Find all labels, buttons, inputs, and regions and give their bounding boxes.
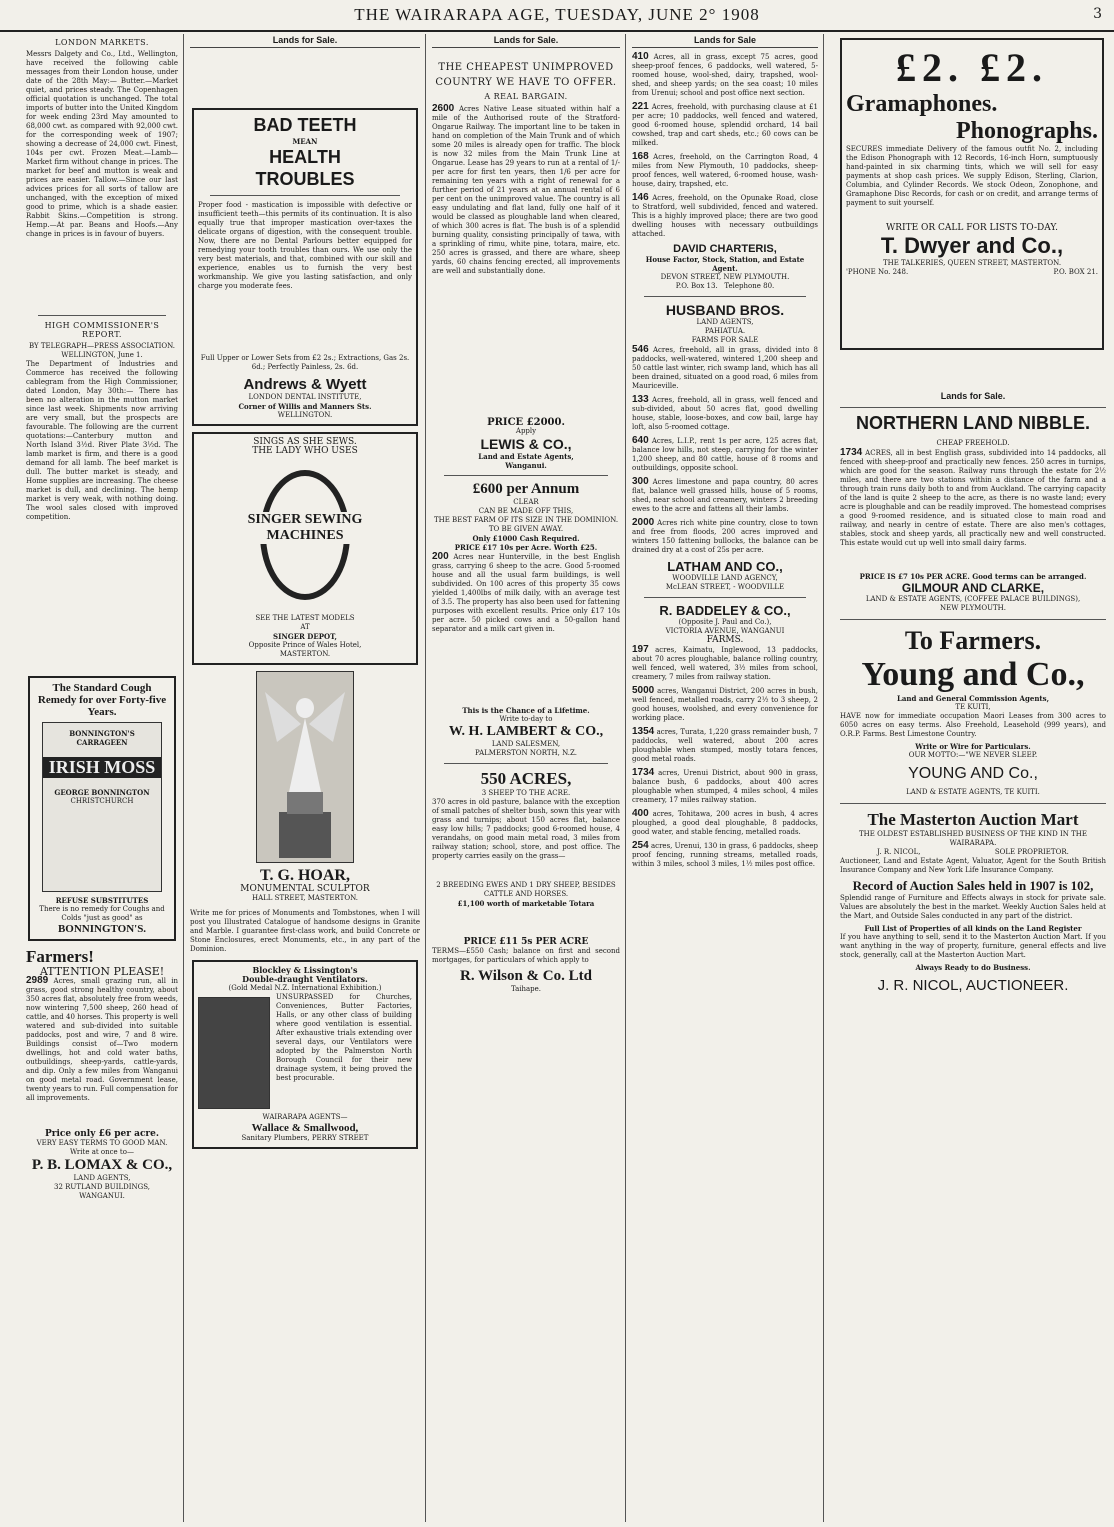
listing-number: 254 [632, 840, 649, 851]
record-line: Record of Auction Sales held in 1907 is 102, [852, 878, 1094, 893]
column-news [22, 34, 182, 1522]
listing-text: Acres, freehold, on the Opunake Road, close to Stratford, well subdivided, fenced and watered. This is a highly improved place; there are two good dwelling houses with necessary outbuildings attached. [632, 194, 818, 238]
article-heading: HIGH COMMISSIONER'S REPORT. [44, 321, 160, 339]
column-rule [425, 34, 426, 1522]
ad-heading: HEALTH [269, 147, 341, 167]
ad-body: HAVE now for immediate occupation Maori Leases from 300 acres to 6050 acres on easy terms. Also Freehold, Leasehold (999 years), and O.R.P. Farms. Best Limestone Country. [840, 712, 1106, 738]
listing-number: 640 [632, 435, 649, 446]
listing-text: Acres rich white pine country, close to town and free from floods, 200 acres improved and winters 150 fattening bullocks, the balance can be drained dry at a cost of 25s per acre. [632, 519, 818, 554]
ad-heading: SINGS AS SHE SEWS. [253, 437, 357, 447]
agent-title: WOODVILLE LAND AGENCY, [672, 574, 778, 582]
masthead [0, 0, 1114, 32]
listing-number: 1734 [632, 767, 655, 778]
agent-name: R. BADDELEY & CO., [659, 603, 791, 618]
price-line: Price only £6 per acre. [44, 1129, 160, 1139]
listing-number: 1354 [632, 726, 655, 737]
firm-name: T. Dwyer and Co., [880, 233, 1064, 258]
listing-subheading: CAN BE MADE OFF THIS, [478, 507, 574, 515]
firm-title: Land and General Commission Agents, [896, 694, 1050, 703]
listing [632, 345, 818, 391]
listing-text: Acres, small grazing run, all in grass, good strong healthy country, about 350 acres flat, absolutely free from weeds, now wintering 7,500 sheep, 260 head of cattle, and 40 horses. This property is well watered and sub-divided into suitable paddocks, post and wire, 7 and 8 wire. Buildings consist of—Two modern dwellings, hot and cold water baths, outbuildings, sheep-yards, cattle-yards, and dip. Only a few miles from Wanganui on good metal road. Government lease, twenty years to run. Full compensation for all improvements. [26, 977, 178, 1102]
listing-subheading: Only £1000 Cash Required. [472, 534, 580, 543]
listing [840, 448, 1106, 568]
listing [632, 686, 818, 723]
byline: BY TELEGRAPH—PRESS ASSOCIATION. [28, 342, 176, 350]
price-line: PRICE £17 10s per Acre. Worth £25. [454, 543, 598, 552]
ad-call-to-action: Write or Wire for Particulars. [915, 742, 1031, 751]
agent-town: WANGANUI. [79, 1192, 125, 1200]
firm-title: LAND & ESTATE AGENTS, TE KUITI. [906, 788, 1040, 796]
listing-text: acres, Urenui District, about 900 in grass, balance bush, 6 paddocks, about 400 acres ploughable when stumped, 4 miles school, 4 miles creamery, 17 miles railway station. [632, 769, 818, 804]
section-heading: Lands for Sale. [940, 391, 1006, 401]
listing-number: 1734 [840, 448, 863, 458]
listing-heading: COUNTRY WE HAVE TO OFFER. [435, 77, 617, 88]
firm-name: YOUNG AND Co., [908, 765, 1038, 782]
write-line: Write to-day to [499, 715, 553, 723]
ready-line: Always Ready to do Business. [915, 963, 1031, 972]
listing-number: 2600 [432, 104, 455, 114]
listing-number: 410 [632, 51, 649, 62]
firm-address: Corner of Willis and Manners Sts. [238, 402, 372, 411]
ventilator-ad [192, 960, 418, 1149]
agent-name: LEWIS & CO., [480, 436, 572, 452]
ad-heading: Phonographs. [955, 118, 1098, 144]
agent-address: VICTORIA AVENUE, WANGANUI [665, 627, 785, 635]
agent-name: GILMOUR AND CLARKE, [901, 581, 1045, 595]
ad-subheading: THE OLDEST ESTABLISHED BUSINESS OF THE KIND IN THE WAIRARAPA. [859, 830, 1087, 847]
firm-town: TE KUITI, [955, 703, 991, 711]
angel-statue-illustration [256, 671, 354, 863]
listing-number: 546 [632, 344, 649, 355]
listing [632, 436, 818, 473]
ad-body: If you have anything to sell, send it to the Masterton Auction Mart. If you want anything in the way of property, furniture, general effects and live stock, generally, call at the Masterton Auction Mart. [840, 933, 1106, 959]
listing-text: Acres, L.I.P., rent 1s per acre, 125 acres flat, balance low hills, not steep, carrying for the winter 1,200 sheep, and 80 cattle, house of 8 rooms and outbuildings, opposite school. [632, 437, 818, 472]
depot-address: Opposite Prince of Wales Hotel, [248, 641, 362, 649]
right-area [826, 34, 1110, 1522]
listing-subheading: THE BEST FARM OF ITS SIZE IN THE DOMINION. [433, 516, 619, 524]
firm-town: WELLINGTON. [277, 411, 333, 419]
firm-name: Young and Co., [861, 656, 1085, 693]
listing-text: Acres, freehold, all in grass, divided into 8 paddocks, well-watered, wintered 1,200 sheep and 50 cattle last winter, rich swamp land, which has all been drained, situated on a good road, 6 miles from Mauriceville. [632, 346, 818, 390]
depot-name: SINGER DEPOT, [273, 632, 337, 641]
listing-group [632, 645, 818, 869]
firm-box: P.O. BOX 21. [1053, 268, 1098, 276]
proprietor [840, 848, 1106, 857]
agents-label: WAIRARAPA AGENTS— [262, 1113, 348, 1121]
ad-heading: THE LADY WHO USES [252, 446, 358, 456]
monument-ad [190, 671, 420, 954]
dateline: WELLINGTON, June 1. [61, 351, 143, 359]
maker-city: CHRISTCHURCH [70, 797, 134, 805]
listing-text: acres, Urenui, 130 in grass, 6 paddocks, sheep proof fencing, running streams, metalled roads, within 3 miles, school 3 miles, 1½ miles post office. [632, 842, 818, 868]
ad-price: £2. £2. [896, 45, 1048, 90]
advertiser-trade: MONUMENTAL SCULPTOR [240, 884, 370, 894]
agent-title: LAND SALESMEN, [491, 740, 561, 748]
listing [632, 645, 818, 682]
ad-subheading: (Gold Medal N.Z. International Exhibition.) [228, 984, 382, 992]
agent-name: LATHAM AND CO., [667, 559, 783, 574]
listing [26, 976, 178, 1126]
ad-line: SEE THE LATEST MODELS [255, 614, 355, 622]
agent-title: House Factor, Stock, Station, and Estate Agent. [645, 255, 805, 273]
firm-phone: 'PHONE No. 248. [846, 268, 909, 276]
listing-text: acres, Turata, 1,220 grass remainder bush, 7 paddocks, well watered, about 200 acres ploughable when stumped, mostly totara fences, good metal roads. [632, 728, 818, 763]
agent-trade: Sanitary Plumbers, PERRY STREET [241, 1134, 369, 1142]
listing-number: 2989 [26, 976, 49, 986]
remedy-note: There is no remedy for Coughs and Colds "just as good" as [39, 905, 165, 922]
dental-ad [192, 108, 418, 426]
ad-body: Auctioneer, Land and Estate Agent, Valuator, Agent for the South British Insurance Company and New York Life Insurance Company. [840, 857, 1106, 874]
agent-title: LAND & ESTATE AGENTS, (COFFEE PALACE BUILDINGS), [865, 595, 1081, 603]
ad-subheading: ATTENTION PLEASE! [39, 965, 165, 978]
listing-text: Acres limestone and papa country, 80 acres flat, balance well grassed hills, house of 5 rooms, shed, near school and creamery, winters 2 breeding ewes to the acre and fattens all their lambs. [632, 478, 818, 513]
ad-heading: The Standard Cough Remedy for over Forty-five Years. [37, 682, 167, 718]
firm-motto: OUR MOTTO:—"WE NEVER SLEEP. [908, 751, 1038, 759]
article-body: Messrs Dalgety and Co., Ltd., Wellington, have received the following cable messages from their London house, under date of the 28th May:— Butter.—Market quiet, and prices steady. The Copenhagen official quotation is unchanged. The total imports of butter into the United Kingdom for week ending 23rd May amounted to 68,000 cwt. as compared with 92,000 cwt. for the corresponding week of 1907; showing a decrease of 24,000 cwt. Finest, 104s per cwt. Frozen Meat.—Lamb—Market firm without change in prices. The market for beef and mutton is weak and prices are easier. Tallow.—Since our last advices prices for all sorts of tallow are unchanged, with the exception of mixed good to prime, which is a shade easier. Rabbit Skins.—Competition is strong. Hemp.—At par. Beans and Hoofs.—Any change in prices is in favour of buyers. [26, 50, 178, 238]
angel-statue-icon [257, 672, 353, 862]
listing-text: Acres, freehold, with purchasing clause at £1 per acre; 10 paddocks, well fenced and watered, good 6-roomed house, splendid orchard, 14 bail cowshed, trap and cart sheds, etc.; 60 cows can be milked. [632, 103, 818, 147]
ad-body: UNSURPASSED for Churches, Conveniences, Butter Factories, Halls, or any other class of building where good ventilation is essential. After exhaustive trials extending over several days, our Ventilators were adopted by the Palmerston North Borough Council for their new drainage system, it being proved the best procurable. [276, 993, 412, 1082]
newspaper-title: THE WAIRARAPA AGE, TUESDAY, JUNE 2° 1908 [354, 5, 760, 24]
firm-address: THE TALKERIES, QUEEN STREET, MASTERTON. [882, 259, 1062, 267]
ad-line: AT [300, 623, 310, 631]
listing-group [632, 345, 818, 555]
listing-subheading: 3 SHEEP TO THE ACRE. [481, 789, 571, 797]
agent-address: McLEAN STREET, - WOODVILLE [665, 583, 785, 591]
ad-heading: The Masterton Auction Mart [867, 810, 1079, 829]
listing-text: acres, Tohitawa, 200 acres in bush, 4 acres ploughed, a good deal ploughable, 8 paddocks, good water, and stable fencing, metalled roads. [632, 810, 818, 836]
agent-contact [632, 282, 818, 291]
column-rule [625, 34, 626, 1522]
agent-address: DEVON STREET, NEW PLYMOUTH. [660, 273, 790, 281]
ad-heading: Farmers! [26, 947, 94, 966]
listing-text: Acres, all in grass, except 75 acres, good sheep-proof fences, 6 paddocks, well watered, 5-roomed house, wool-shed, dairy, trapshed, wool-shed, and sheep yards; on the sea coast; 10 miles from Urenui; school and post office next section. [632, 53, 818, 97]
listing [632, 809, 818, 837]
listing [632, 152, 818, 189]
listing-text: Acres, freehold, on the Carrington Road, 4 miles from New Plymouth, 10 paddocks, sheep-proof fences, well watered, 6-roomed house, wash-house, dairy, trapshed, etc. [632, 153, 818, 188]
listing [632, 395, 818, 432]
product-name: IRISH MOSS [43, 757, 161, 778]
agent-name: P. B. LOMAX & CO., [31, 1157, 173, 1173]
ad-heading: Gramaphones. [846, 91, 998, 117]
listing [632, 841, 818, 869]
listing-subheading: A REAL BARGAIN. [484, 92, 568, 101]
page-number: 3 [1093, 6, 1102, 22]
auctioneer-name: J. R. NICOL, AUCTIONEER. [877, 977, 1069, 994]
agent-town: PAHIATUA. [704, 327, 746, 335]
listing [432, 104, 620, 414]
ad-heading: Double-draught Ventilators. [242, 974, 368, 984]
proprietor-title: SOLE PROPRIETOR. [994, 848, 1069, 856]
singer-logo [220, 460, 390, 610]
listing-heading: 550 ACRES, [480, 769, 572, 788]
chance-line: This is the Chance of a Lifetime. [462, 706, 590, 715]
ad-heading: To Farmers. [904, 626, 1042, 655]
agent-name: DAVID CHARTERIS, [673, 243, 777, 255]
listing [632, 768, 818, 805]
cough-remedy-ad [28, 676, 176, 941]
price-line: PRICE £11 5s PER ACRE [463, 937, 589, 947]
section-heading: Lands for Sale. [190, 34, 420, 48]
listing-number: 197 [632, 644, 649, 655]
agent-firm: Wallace & Smallwood, [251, 1122, 359, 1134]
ad-body: Proper food - mastication is impossible with defective or insufficient teeth—this permits of its continuation. It is also equally true that improper mastication over-taxes the delicate organs of digestion, with the consequent trouble. Now, there are no Dental Parlours better equipped for remedying your tooth troubles than ours. We use only the very best materials, and that, combined with our skill and experience, enables us to furnish the very best workmanship. We give you lasting satisfaction, and only charge you moderate fees. [198, 201, 412, 290]
agent-phone: Telephone 80. [724, 282, 775, 290]
listing-number: 133 [632, 394, 649, 405]
listing-number: 400 [632, 808, 649, 819]
agent-name: HUSBAND BROS. [665, 302, 785, 318]
article-body: The Department of Industries and Commerce has received the following cablegram from the High Commissioner, dated London, May 30th:— There has been no alteration in the mutton market since last week. Shipments now arriving are very small, but the prospects are favourable. The following are the current quotations:—Canterbury mutton and North Island 3½d. River Plate 3½d. The lamb market is firm, and there is a good demand for all lamb. The beef market is dull. The butter market is steady, and Home supplies are increasing. The cheese market is dull, and declining. The hemp market is very weak, with nothing doing. The wool sales closed with improved competition. [26, 360, 178, 521]
agent-name: R. Wilson & Co. Ltd [460, 968, 592, 984]
brand-label: BONNINGTON'S CARRAGEEN [69, 729, 135, 747]
listing-heading: FARMS FOR SALE [691, 336, 759, 344]
write-line: Write at once to— [70, 1148, 134, 1156]
column-rule [823, 34, 824, 1522]
right-lower [840, 390, 1106, 994]
article-heading: LONDON MARKETS. [55, 38, 149, 47]
listing-heading: NORTHERN LAND NIBBLE. [856, 413, 1090, 433]
listing-number: 5000 [632, 685, 655, 696]
bottle-illustration [42, 722, 162, 892]
listing [632, 727, 818, 764]
ad-heading: BAD TEETH [253, 115, 357, 135]
listing-number: 221 [632, 101, 649, 112]
firm-institute: LONDON DENTAL INSTITUTE, [248, 393, 362, 401]
ad-heading: TROUBLES [255, 169, 355, 189]
listing-number: 146 [632, 192, 649, 203]
depot-town: MASTERTON. [279, 650, 331, 658]
apply-line: Apply [515, 427, 537, 435]
terms-line: TERMS—£550 Cash; balance on first and second mortgages, for particulars of which apply to [432, 947, 620, 964]
agent-town: Taihape. [510, 985, 542, 993]
agent-town: NEW PLYMOUTH. [940, 604, 1006, 612]
column-rule [183, 34, 184, 1522]
listing [632, 477, 818, 514]
listing [432, 552, 620, 702]
maker: GEORGE BONNINGTON [54, 788, 150, 797]
advertiser-address: HALL STREET, MASTERTON. [252, 894, 358, 902]
advertiser-name: T. G. HOAR, [260, 867, 350, 884]
agent-title: LAND AGENTS, [696, 318, 754, 326]
ad-call-to-action: WRITE OR CALL FOR LISTS TO-DAY. [886, 223, 1058, 233]
listing-text: Acres near Hunterville, in the best English grass, carrying 6 sheep to the acre. Good 5-roomed house and all the usual farm buildings, is well subdivided. On 100 acres of this property 35 cows yielded 1,400lbs of milk daily, with an average test of 3.5. The property has also been used for fattening purposes with excellent results. Price only £17 10s per acre. 50 picked cows and a 50-gallon hand separator and a milk cart given in. [432, 553, 620, 633]
firm-name: Andrews & Wyett [243, 376, 367, 393]
singer-logo-text: SINGER SEWING MACHINES [220, 512, 390, 544]
ad-heading: MEAN [292, 137, 318, 146]
column-ads [186, 34, 424, 1522]
brand-signoff: BONNINGTON'S. [57, 923, 147, 935]
listing-heading: THE CHEAPEST UNIMPROVED [438, 62, 614, 73]
listing-number: 200 [432, 552, 449, 562]
gramophone-ad [840, 38, 1104, 350]
ad-heading: Blockley & Lissington's [252, 965, 358, 975]
column-land-sales-1 [428, 34, 624, 1522]
listing-subheading: TO BE GIVEN AWAY. [488, 525, 564, 533]
price-line: PRICE IS £7 10s PER ACRE. Good terms can be arranged. [859, 572, 1087, 581]
listing [632, 193, 818, 239]
terms-line: VERY EASY TERMS TO GOOD MAN. [36, 1139, 168, 1147]
price-line: PRICE £2000. [487, 417, 565, 428]
listing-text: acres, Kaimatu, Inglewood, 13 paddocks, about 70 acres ploughable, balance rolling country, well fenced, well watered, 3½ miles from school, creamery, 7 miles from railway station. [632, 646, 818, 681]
column-land-sales-2 [628, 34, 822, 1522]
listing-group [632, 52, 818, 239]
singer-ad [192, 432, 418, 665]
agent-title: (Opposite J. Paul and Co.), [678, 618, 772, 626]
ad-body: SECURES immediate Delivery of the famous outfit No. 2, including the Edison Phonograph with 12 Records, 16-inch Horn, sumptuously hand-painted in six charming tints, which we will sell for easy payments at shop cash prices. We supply Edison, Sterling, Clarion, Columbia, and Cylinder Records. We stock Odeon, Zonophone, and Gramaphone Disc Records, for cash or on credit, and arrange terms of payment to suit yourself. [846, 145, 1098, 207]
section-heading: Lands for Sale [632, 34, 818, 48]
price-line: Full Upper or Lower Sets from £2 2s.; Extractions, Gas 2s. 6d.; Perfectly Painless, 2s. 6d. [200, 354, 410, 371]
agent-title: LAND AGENTS, [73, 1174, 131, 1182]
substitutes-warning: REFUSE SUBSTITUTES [55, 896, 149, 905]
listing-number: 2000 [632, 517, 655, 528]
agent-town: Wanganui. [505, 461, 547, 470]
section-heading: Lands for Sale. [432, 34, 620, 48]
listing-subheading: CLEAR [513, 498, 539, 506]
register-line: Full List of Properties of all kinds on the Land Register [864, 924, 1082, 933]
listing-subheading: £1,100 worth of marketable Totara [457, 899, 595, 908]
agent-name: W. H. LAMBERT & CO., [448, 724, 604, 739]
ad-body: Write me for prices of Monuments and Tombstones, when I will post you Illustrated Catalogue of handsome designs in Granite and Marble. I guarantee first-class work, and build Concrete or Stone Enclosures, erect Monuments, etc., in any part of the Dominion. [190, 909, 420, 953]
listing [632, 518, 818, 555]
listing-heading: FARMS. [706, 635, 744, 645]
ad-body: Splendid range of Furniture and Effects always in stock for private sale. Values are absolutely the best in the market. Weekly Auction Sales held at the Mart, and Outside Sales conducted in any part of the district. [840, 894, 1106, 920]
listing-number: 168 [632, 151, 649, 162]
agent-box: P.O. Box 13. [675, 282, 718, 290]
listing-number: 300 [632, 476, 649, 487]
listing [632, 102, 818, 148]
agent-title: Land and Estate Agents, [478, 452, 574, 461]
listing-text: ACRES, all in best English grass, subdivided into 14 paddocks, all fenced with sheep-proof and practically new fences. 250 acres in turnips, which are good for the season. Railway runs through the estate for 2½ miles, and there are two stations within a distance of the farm and a through train runs daily both to and from Auckland. The carrying capacity of the land is quite 2 sheep to the acre, as there is no waste land; every acre is ploughable and can be readily improved. The homestead comprises a good 9-roomed residence, and is situated close to main road and railway, and nearly in centre of estate. There are also men's cottages, stables, stock and sheep yards, all practically new and well constructed. This estate would cut up well into small dairy farms. [840, 449, 1106, 547]
proprietor-name: J. R. NICOL, [877, 848, 921, 856]
listing-heading: £600 per Annum [472, 481, 580, 497]
ventilator-illustration [198, 997, 270, 1109]
listing-subheading: 2 BREEDING EWES AND 1 DRY SHEEP, BESIDES CATTLE AND HORSES. [436, 881, 616, 898]
listing-text: Acres Native Lease situated within half a mile of the Authorised route of the Stratford-Ongarue Railway. The important line to be taken in hand on completion of the Main Trunk and of which some 20 miles is already open for traffic. The block is now 32 miles from the Main Trunk Line at Ongarue. Lease has 29 years to run at a rental of 1/- per acre for first ten years, then 1/6 per acre for remaining ten years with a right of renewal for a further period of 21 years at an annual rental of 6 per cent on the unimproved value. The country is all easy undulating and flat land, fully one half of it would be classed as ploughable land when cleared, of which 300 acres is flat. The bush is of a splendid burning quality, consisting principally of tawa, with a sprinkling of rimu, white pine, totara, maire, etc. 250 acres is grassed, and there are whare, sheep yards, 60 chains fencing erected, all improvements are well and substantially done. [432, 105, 620, 275]
listing-text: 370 acres in old pasture, balance with the exception of small patches of shelter bush, sown this year with grass and turnips; about 150 acres flat, balance easy low hills; 7 paddocks; good 6-roomed house, 4 verandahs, on good main metal road, 3 miles from railway station; school, store, and post office. The property carries easily on the grass— [432, 798, 620, 860]
listing-text: acres, Wanganui District, 200 acres in bush, well fenced, metalled roads, carry 2½ to 3 sheep, 2 good houses, woolshed, and every convenience for working place. [632, 687, 818, 722]
listing [632, 52, 818, 98]
listing-text: Acres, freehold, all in grass, well fenced and sub-divided, about 50 acres flat, good dwelling house, stable, loose-boxes, and cow bail, large hay loft, also 5-roomed cottage. [632, 396, 818, 431]
firm-contact [846, 268, 1098, 277]
agent-address: 32 RUTLAND BUILDINGS, [54, 1183, 150, 1191]
agent-town: PALMERSTON NORTH, N.Z. [475, 749, 577, 757]
listing-subheading: CHEAP FREEHOLD. [936, 439, 1010, 447]
